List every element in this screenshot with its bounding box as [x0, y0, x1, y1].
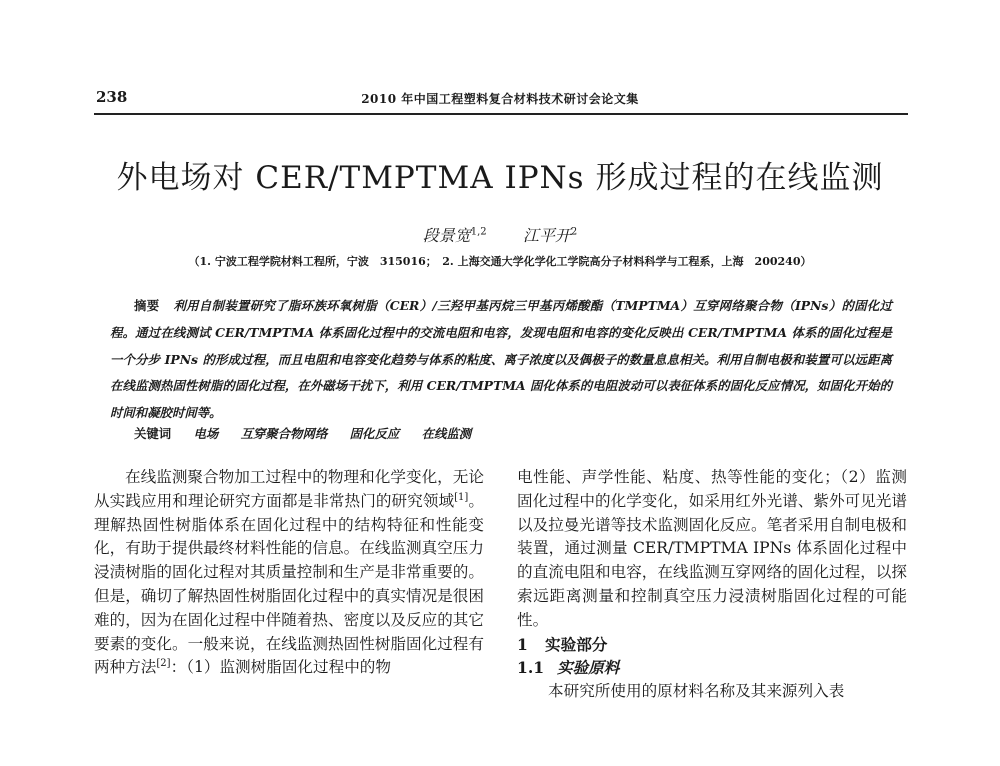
- author-name: 江平开: [522, 226, 571, 245]
- body-column-right: [517, 466, 907, 704]
- subsection-heading: [517, 656, 907, 680]
- running-head: 2010 年中国工程塑料复合材料技术研讨会论文集: [361, 92, 639, 106]
- citation-ref: [1]: [454, 491, 469, 503]
- citation-ref: [2]: [156, 658, 171, 670]
- body-paragraph: [94, 466, 484, 766]
- keywords-label: 关键词: [134, 426, 172, 441]
- body-column-left: [94, 466, 484, 766]
- keywords: [134, 424, 489, 442]
- author-name: 段景宽: [422, 226, 471, 245]
- author-line: [0, 223, 1000, 246]
- section-number: 1: [517, 634, 528, 654]
- section-heading: [517, 633, 907, 657]
- author-affiliation-mark: 1,2: [470, 226, 487, 238]
- paper-title: 外电场对 CER/TMPTMA IPNs 形成过程的在线监测: [116, 160, 884, 196]
- body-text: 。理解热固性树脂体系在固化过程中的结构特征和性能变化，有助于提供最终材料性能的信息。在线监测真空压力浸渍树脂的固化过程对其质量控制和生产是非常重要的。但是，确切了解热固性树脂固化过程中的真实情况是很困难的，因为在固化过程中伴随着热、密度以及反应的其它要素的变化。一般来说，在线监测热固性树脂固化过程有两种方法: [94, 491, 484, 677]
- body-text: 在线监测聚合物加工过程中的物理和化学变化，无论从实践应用和理论研究方面都是非常热门的研究领域: [94, 468, 484, 510]
- page-number: 238: [96, 88, 128, 106]
- section-title: 实验部分: [545, 634, 608, 654]
- affiliations: （1. 宁波工程学院材料工程所，宁波 315016； 2. 上海交通大学化学化工学院高分子材料科学与工程系，上海 200240）: [188, 255, 812, 268]
- abstract: [110, 293, 892, 427]
- body-paragraph: 电性能、声学性能、粘度、热等性能的变化；（2）监测固化过程中的化学变化，如采用红外光谱、紫外可见光谱以及拉曼光谱等技术监测固化反应。笔者采用自制电极和装置，通过测量 CER/TMPTMA IPNs 体系固化过程中的直流电阻和电容，在线监测互穿网络的固化过程，以探索远距离测量和控制真空压力浸渍树脂固化过程的可能性。: [517, 468, 907, 629]
- keyword: 固化反应: [349, 426, 400, 441]
- abstract-label: 摘要: [134, 298, 160, 313]
- abstract-text: 利用自制装置研究了脂环族环氧树脂（CER）/三羟甲基丙烷三甲基丙烯酸酯（TMPTMA）互穿网络聚合物（IPNs）的固化过程。通过在线测试 CER/TMPTMA 体系固化过程中的交流电阻和电容，发现电阻和电容的变化反映出 CER/TMPTMA 体系的固化过程是一个分步 IPNs 的形成过程，而且电阻和电容变化趋势与体系的粘度、离子浓度以及偶极子的数量息息相关。利用自制电极和装置可以远距离在线监测热固性树脂的固化过程，在外磁场干扰下，利用 CER/TMPTMA 固化体系的电阻波动可以表征体系的固化反应情况，如固化开始的时间和凝胶时间等。: [110, 298, 892, 421]
- body-text: ：（1）监测树脂固化过程中的物: [170, 658, 391, 677]
- section-number: 1.1: [517, 658, 545, 678]
- header-rule: [94, 113, 908, 115]
- section-title: 实验原料: [557, 658, 620, 678]
- author-affiliation-mark: 2: [570, 226, 578, 238]
- body-paragraph: 本研究所使用的原材料名称及其来源列入表: [548, 682, 845, 701]
- keyword: 电场: [193, 426, 219, 441]
- keyword: 在线监测: [421, 426, 472, 441]
- keyword: 互穿聚合物网络: [240, 426, 328, 441]
